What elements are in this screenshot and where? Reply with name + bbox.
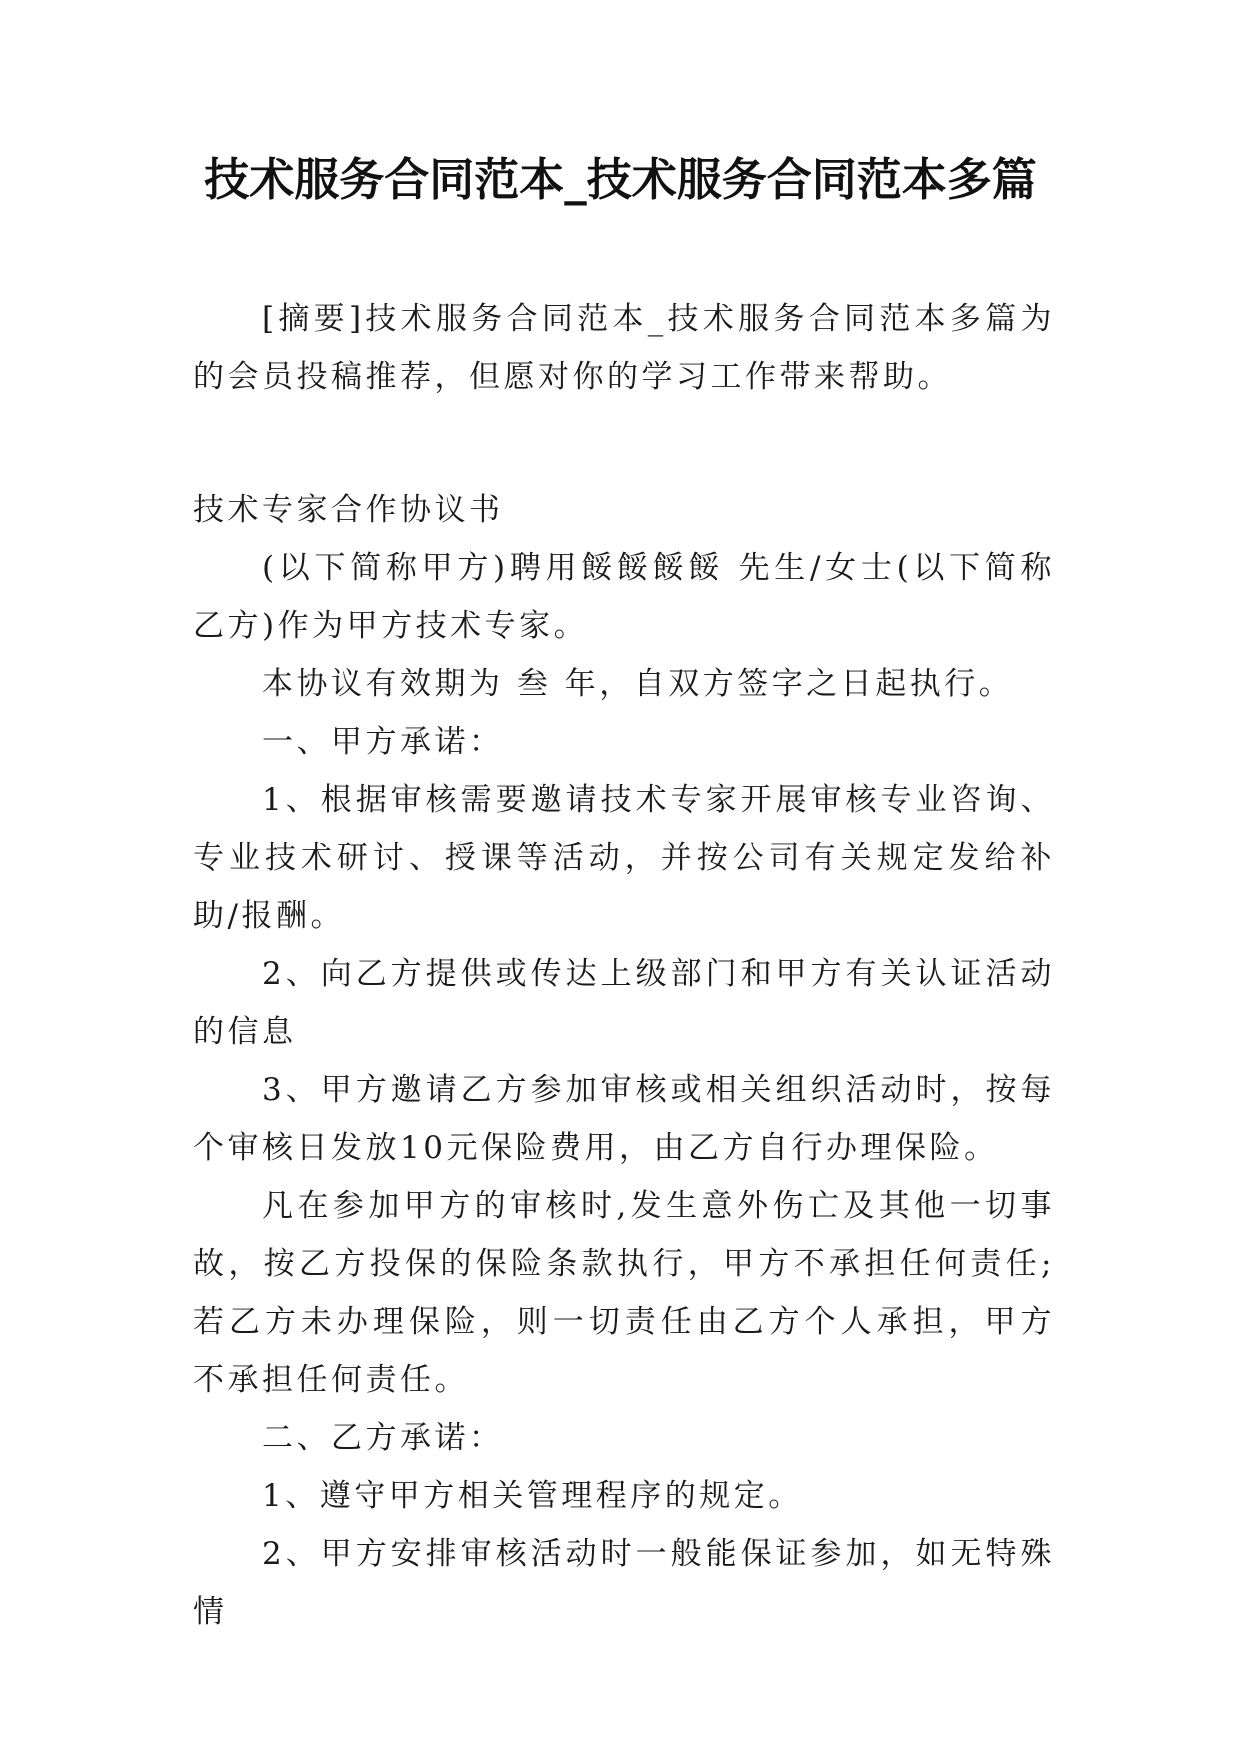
abstract-paragraph: [摘要]技术服务合同范本_技术服务合同范本多篇为的会员投稿推荐，但愿对你的学习工作带来帮助。 xyxy=(193,301,1055,395)
clause-heading-party-a: 一、甲方承诺： xyxy=(262,724,504,760)
paragraph: 1、根据审核需要邀请技术专家开展审核专业咨询、专业技术研讨、授课等活动，并按公司有关规定发给补助/报酬。 xyxy=(193,782,1055,934)
section-heading: 技术专家合作协议书 xyxy=(193,492,504,528)
paragraph: (以下简称甲方)聘用餒餒餒餒 先生/女士(以下简称乙方)作为甲方技术专家。 xyxy=(193,550,1055,644)
document-body xyxy=(193,290,1055,1641)
paragraph: 1、遵守甲方相关管理程序的规定。 xyxy=(262,1478,803,1514)
document-title: 技术服务合同范本_技术服务合同范本多篇 xyxy=(204,153,1037,206)
paragraph: 3、甲方邀请乙方参加审核或相关组织活动时，按每个审核日发放10元保险费用，由乙方自行办理保险。 xyxy=(193,1072,1055,1166)
paragraph: 2、向乙方提供或传达上级部门和甲方有关认证活动的信息 xyxy=(193,956,1055,1050)
paragraph: 2、甲方安排审核活动时一般能保证参加，如无特殊情 xyxy=(193,1536,1055,1630)
clause-heading-party-b: 二、乙方承诺： xyxy=(262,1420,504,1456)
paragraph: 凡在参加甲方的审核时,发生意外伤亡及其他一切事故，按乙方投保的保险条款执行，甲方不承担任何责任;若乙方未办理保险，则一切责任由乙方个人承担，甲方不承担任何责任。 xyxy=(193,1188,1055,1398)
paragraph: 本协议有效期为 叁 年，自双方签字之日起执行。 xyxy=(262,666,1014,702)
